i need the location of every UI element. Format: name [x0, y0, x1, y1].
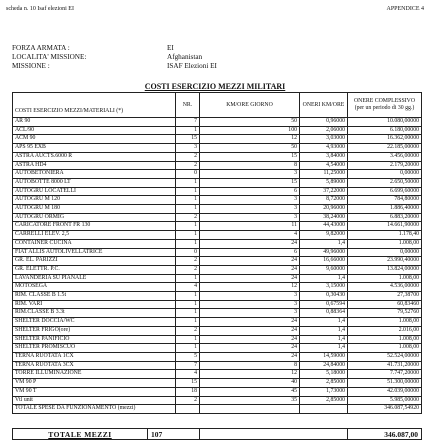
cell-charges: 1,4 [300, 335, 348, 344]
cell-charges: 2,85000 [300, 379, 348, 388]
table-row [13, 178, 422, 187]
cell-count: 1 [176, 187, 200, 196]
table-row [13, 265, 422, 274]
info-value: ISAF Elezioni EI [167, 62, 217, 70]
table-row [13, 344, 422, 353]
cell-km-hours: 15 [200, 178, 300, 187]
cell-count: 1 [176, 300, 200, 309]
info-label: MISSIONE : [12, 62, 50, 70]
cell-description: AUTOBOTTE 8000 LT [13, 178, 176, 187]
table-row [13, 379, 422, 388]
cell-count: 1 [176, 335, 200, 344]
column-header-total-cost: ONERE COMPLESSIVO (per un periodo di 30 gg.) [348, 93, 422, 118]
cell-total-cost: 16.362,00000 [348, 135, 422, 144]
cell-description: TORRE ILLUMINAZIONE [13, 370, 176, 379]
cell-description: TERNA RUOTATA 1CX [13, 352, 176, 361]
cell-charges: 0,67594 [300, 300, 348, 309]
cell-count: 1 [176, 239, 200, 248]
table-row [13, 300, 422, 309]
info-value: Afghanistan [167, 53, 203, 61]
cell-description: FIAT ALLIS AUTOLIVELLATRICE [13, 248, 176, 257]
cell-charges: 0,30430 [300, 292, 348, 301]
table-row [13, 152, 422, 161]
cell-km-hours: 4 [200, 231, 300, 240]
cell-description: ACL/90 [13, 126, 176, 135]
info-row-location [12, 53, 367, 62]
table-row [13, 170, 422, 179]
cell-description: ASTRA AUCTS.6000 R [13, 152, 176, 161]
cell-km-hours: 3 [200, 205, 300, 214]
totals-spacer [200, 429, 348, 440]
cell-count: 7 [176, 118, 200, 127]
cell-total-cost: 23.990,40000 [348, 257, 422, 266]
cell-total-cost: 27,38700 [348, 292, 422, 301]
info-row-mission [12, 62, 367, 71]
table-row [13, 144, 422, 153]
table-row [13, 205, 422, 214]
cell-count: 4 [176, 283, 200, 292]
cell-description: APS 95 EXB [13, 144, 176, 153]
cell-count: 0 [176, 248, 200, 257]
cell-count: 1 [176, 274, 200, 283]
table-row [13, 352, 422, 361]
cell-charges: 20,96000 [300, 205, 348, 214]
cell-description: AUTOGRU M 120 [13, 196, 176, 205]
cell-count: 1 [176, 178, 200, 187]
cell-total-cost: 22.185,00000 [348, 144, 422, 153]
appendix-label: APPENDICE 4 [386, 6, 424, 12]
cell-count [176, 405, 200, 414]
table-row [13, 387, 422, 396]
table-row [13, 231, 422, 240]
cell-charges: 14,59000 [300, 352, 348, 361]
cell-km-hours: 24 [200, 318, 300, 327]
cell-total-cost: 5.985,00000 [348, 396, 422, 405]
cell-count: 0 [176, 170, 200, 179]
cell-count: 5 [176, 352, 200, 361]
cell-description: MOTOSEGA [13, 283, 176, 292]
table-row [13, 126, 422, 135]
table-header-row [13, 93, 422, 118]
cell-charges: 3,15000 [300, 283, 348, 292]
cell-total-cost: 1.008,00 [348, 274, 422, 283]
cell-charges: 1,4 [300, 318, 348, 327]
cell-description: AR 90 [13, 118, 176, 127]
cell-km-hours: 35 [200, 396, 300, 405]
cell-charges: 4,54000 [300, 161, 348, 170]
column-header-charges: ONERI KM/ORE [300, 93, 348, 118]
cell-description: TERNA RUOTATA 3CX [13, 361, 176, 370]
cell-km-hours: 15 [200, 152, 300, 161]
cell-total-cost: 1.886,40000 [348, 205, 422, 214]
cell-total-cost: 41.731,20000 [348, 361, 422, 370]
cell-charges: 8,72000 [300, 196, 348, 205]
cell-km-hours: 11 [200, 222, 300, 231]
cell-total-cost: 0,00000 [348, 170, 422, 179]
cell-total-cost: 14.661,90000 [348, 222, 422, 231]
cell-charges: 38,24000 [300, 213, 348, 222]
cell-charges: 44,43000 [300, 222, 348, 231]
table-row [13, 213, 422, 222]
cell-km-hours: 24 [200, 265, 300, 274]
cell-km-hours: 100 [200, 126, 300, 135]
cell-km-hours: 24 [200, 326, 300, 335]
cell-km-hours: 8 [200, 361, 300, 370]
table-row [13, 161, 422, 170]
cell-total-cost: 13.824,00000 [348, 265, 422, 274]
totals-row [13, 429, 422, 440]
totals-label: TOTALE MEZZI [13, 429, 148, 440]
cell-km-hours [200, 405, 300, 414]
cell-total-cost: 0,00000 [348, 248, 422, 257]
column-header-km-hours: KM/ORE GIORNO [200, 93, 300, 118]
cell-charges: 49,96000 [300, 248, 348, 257]
cell-count: 7 [176, 361, 200, 370]
cell-total-cost: 79,52760 [348, 309, 422, 318]
table-row [13, 361, 422, 370]
cell-charges: 1,4 [300, 326, 348, 335]
cell-total-cost: 4.536,00000 [348, 283, 422, 292]
table-row [13, 283, 422, 292]
cell-count: 2 [176, 265, 200, 274]
table-row [13, 118, 422, 127]
cell-description: VM 90 P [13, 379, 176, 388]
cell-description: CARICATORE FRONT FR 130 [13, 222, 176, 231]
table-row [13, 196, 422, 205]
cell-charges: 0,88364 [300, 309, 348, 318]
cell-km-hours: 50 [200, 118, 300, 127]
cell-total-cost: 6.699,60000 [348, 187, 422, 196]
cell-km-hours: 6 [200, 248, 300, 257]
column-header-description: COSTI ESERCIZIO MEZZI/MATERIALI (*) [13, 93, 176, 118]
cell-total-cost: 6.180,00000 [348, 126, 422, 135]
cell-count: 1 [176, 309, 200, 318]
cell-description: ACM 90 [13, 135, 176, 144]
cell-total-cost: 2.179,20000 [348, 161, 422, 170]
cell-km-hours: 8 [200, 161, 300, 170]
cell-count: 1 [176, 344, 200, 353]
cell-charges: 11,25000 [300, 170, 348, 179]
cell-total-cost: 2.016,00 [348, 326, 422, 335]
costs-table [12, 92, 422, 414]
cell-km-hours: 24 [200, 257, 300, 266]
cell-count: 4 [176, 370, 200, 379]
table-row [13, 239, 422, 248]
cell-km-hours: 50 [200, 144, 300, 153]
cell-count: 2 [176, 213, 200, 222]
cell-total-cost: 3.456,00000 [348, 152, 422, 161]
cell-km-hours: 45 [200, 387, 300, 396]
cell-km-hours: 12 [200, 283, 300, 292]
page-title: COSTI ESERCIZIO MEZZI MILITARI [144, 82, 286, 91]
column-header-count: NR. [176, 93, 200, 118]
cell-total-cost: 1.008,00 [348, 344, 422, 353]
cell-description: SHELTER PANIFICIO [13, 335, 176, 344]
cell-km-hours: 3 [200, 196, 300, 205]
table-row [13, 326, 422, 335]
cell-description: GR. EL. PARIZZI [13, 257, 176, 266]
cell-description: GR. ELETTR. P.C. [13, 265, 176, 274]
cell-charges [300, 405, 348, 414]
cell-km-hours: 40 [200, 379, 300, 388]
table-row [13, 335, 422, 344]
cell-count: 2 [176, 152, 200, 161]
table-row [13, 370, 422, 379]
cell-count: 1 [176, 292, 200, 301]
cell-total-cost: 1.008,00 [348, 239, 422, 248]
cell-charges: 24,84000 [300, 361, 348, 370]
cell-total-cost: 51.300,00000 [348, 379, 422, 388]
cell-total-cost: 1.008,00 [348, 335, 422, 344]
cell-description: RIM. VARI [13, 300, 176, 309]
cell-total-cost: 1.178,40 [348, 231, 422, 240]
info-label: FORZA ARMATA : [12, 44, 70, 52]
cell-km-hours: 24 [200, 239, 300, 248]
cell-count: 1 [176, 205, 200, 214]
cell-charges: 1,73000 [300, 387, 348, 396]
table-row [13, 274, 422, 283]
cell-count: 15 [176, 135, 200, 144]
cell-count: 18 [176, 387, 200, 396]
cell-charges: 1,4 [300, 274, 348, 283]
cell-charges: 3,03000 [300, 135, 348, 144]
cell-km-hours: 24 [200, 274, 300, 283]
cell-description: LAVANDERIA SU PIANALE [13, 274, 176, 283]
table-body [13, 118, 422, 414]
cell-description: AUTOBETONIERA [13, 170, 176, 179]
table-row [13, 318, 422, 327]
cell-description: VM 90 T [13, 387, 176, 396]
cell-charges: 0,96000 [300, 118, 348, 127]
cell-description: AUTOGRU ORMIG [13, 213, 176, 222]
cell-km-hours: 12 [200, 135, 300, 144]
cell-charges: 1,4 [300, 344, 348, 353]
cell-km-hours: 3 [200, 213, 300, 222]
cell-description: TOTALE SPESE DA FUNZIONAMENTO (mezzi) [13, 405, 176, 414]
table-row [13, 222, 422, 231]
cell-charges: 16,66000 [300, 257, 348, 266]
cell-description: CONTAINER CUCINA [13, 239, 176, 248]
cell-count: 3 [176, 144, 200, 153]
cell-total-cost: 784,80000 [348, 196, 422, 205]
cell-km-hours: 3 [200, 170, 300, 179]
cell-km-hours: 3 [200, 292, 300, 301]
info-value: EI [167, 44, 174, 52]
cell-km-hours: 3 [200, 309, 300, 318]
table-row [13, 257, 422, 266]
cell-charges: 9,60000 [300, 265, 348, 274]
table-row [13, 248, 422, 257]
cell-count: 1 [176, 126, 200, 135]
cell-total-cost: 7.747,20000 [348, 370, 422, 379]
totals-count: 107 [148, 429, 200, 440]
cell-total-cost: 10.080,00000 [348, 118, 422, 127]
cell-description: SHELTER PROMISCUO [13, 344, 176, 353]
cell-charges: 3,84000 [300, 152, 348, 161]
cell-count: 2 [176, 257, 200, 266]
cell-charges: 5,18000 [300, 370, 348, 379]
cell-charges: 4,93000 [300, 144, 348, 153]
cell-total-cost: 6.883,20000 [348, 213, 422, 222]
cell-count: 1 [176, 196, 200, 205]
cell-count: 1 [176, 222, 200, 231]
cell-km-hours: 24 [200, 352, 300, 361]
cell-description: Vtl unit [13, 396, 176, 405]
info-label: LOCALITA' MISSIONE: [12, 53, 87, 61]
cell-count: 2 [176, 326, 200, 335]
table-row [13, 187, 422, 196]
cell-description: AUTOGRU M 180 [13, 205, 176, 214]
cell-km-hours: 3 [200, 300, 300, 309]
cell-charges: 2,85000 [300, 396, 348, 405]
cell-total-cost: 346.087,54920 [348, 405, 422, 414]
totals-bar [12, 428, 422, 440]
cell-count: 1 [176, 231, 200, 240]
cell-description: CARRELLI ELEV. 2,5 [13, 231, 176, 240]
cell-description: RIM.CLASSE B 3.3t [13, 309, 176, 318]
cell-km-hours: 24 [200, 344, 300, 353]
cell-count: 15 [176, 379, 200, 388]
table-row [13, 292, 422, 301]
sheet-reference: scheda n. 10 Isaf elezioni EI [6, 6, 74, 12]
cell-charges: 2,06000 [300, 126, 348, 135]
cell-description: SHELTER DOCCIA/WC [13, 318, 176, 327]
info-row-armed-force [12, 44, 367, 53]
cell-km-hours: 12 [200, 370, 300, 379]
table-row [13, 135, 422, 144]
cell-count: 2 [176, 396, 200, 405]
cell-description: AUTOGRU LOCATELLI [13, 187, 176, 196]
cell-total-cost: 2.650,50000 [348, 178, 422, 187]
cell-count: 1 [176, 318, 200, 327]
cell-count: 2 [176, 161, 200, 170]
cell-charges: 1,4 [300, 239, 348, 248]
mission-info [12, 44, 367, 71]
cell-description: SHELTER FRIGO(ore) [13, 326, 176, 335]
cell-charges: 9,82000 [300, 231, 348, 240]
cell-total-cost: 60,83460 [348, 300, 422, 309]
cell-charges: 5,89000 [300, 178, 348, 187]
cell-charges: 37,22000 [300, 187, 348, 196]
cell-total-cost: 52.524,00000 [348, 352, 422, 361]
cell-km-hours: 24 [200, 335, 300, 344]
table-row [13, 405, 422, 414]
cell-total-cost: 1.008,00 [348, 318, 422, 327]
cell-description: ASTRA HD4 [13, 161, 176, 170]
table-row [13, 309, 422, 318]
cell-km-hours: 6 [200, 187, 300, 196]
cell-description: RIM. CLASSE B 1.5t [13, 292, 176, 301]
cell-total-cost: 42.039,00000 [348, 387, 422, 396]
totals-value: 346.087,00 [348, 429, 422, 440]
table-row [13, 396, 422, 405]
